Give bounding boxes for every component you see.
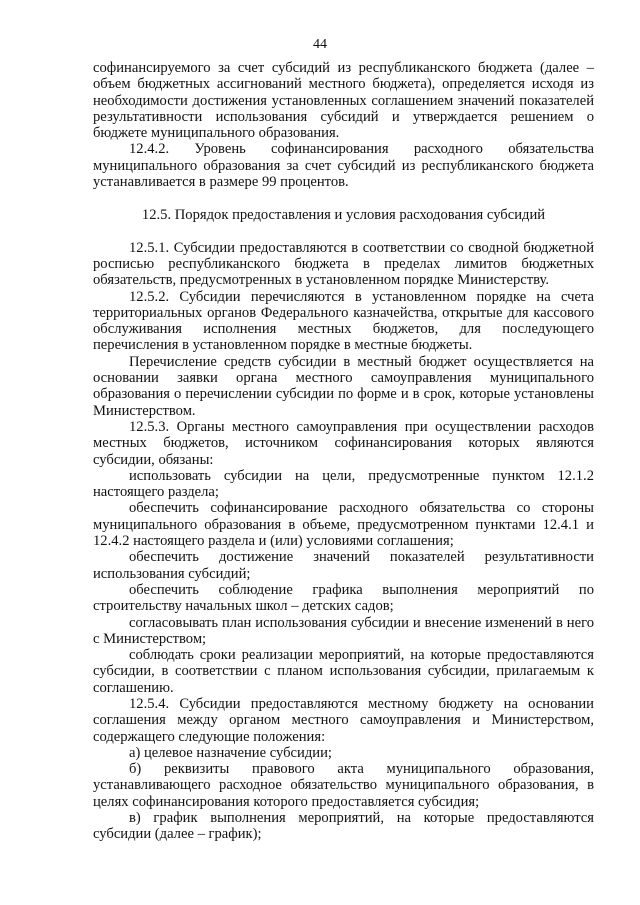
list-item-use-subsidies: использовать субсидии на цели, предусмотренные пунктом 12.1.2 настоящего раздела; <box>93 467 594 501</box>
paragraph-12-5-1: 12.5.1. Субсидии предоставляются в соответствии со сводной бюджетной росписью республиканского бюджета в пределах лимитов бюджетных обязательств, предусмотренных в установленном порядке Министерству. <box>93 239 594 289</box>
list-item-deadlines: соблюдать сроки реализации мероприятий, на которые предоставляются субсидии, в соответствии с планом использования субсидии, прилагаемым к соглашению. <box>93 647 594 696</box>
section-heading-12-5: 12.5. Порядок предоставления и условия расходования субсидий <box>141 207 546 224</box>
list-item-a: а) целевое назначение субсидии; <box>129 744 332 761</box>
document-body <box>93 60 594 843</box>
list-item-v: в) график выполнения мероприятий, на которые предоставляются субсидии (далее – график); <box>93 810 594 843</box>
paragraph-12-5-4: 12.5.4. Субсидии предоставляются местному бюджету на основании соглашения между органом местного самоуправления и Министерством, содержащего следующие положения: <box>93 695 594 745</box>
paragraph-12-5-2: 12.5.2. Субсидии перечисляются в установленном порядке на счета территориальных органов Федерального казначейства, открытые для кассового обслуживания исполнения местных бюджетов, для последующего перечисления в установленном порядке в местные бюджеты. <box>93 288 594 354</box>
list-item-cofinancing: обеспечить софинансирование расходного обязательства со стороны муниципального образования в объеме, предусмотренном пунктами 12.4.1 и 12.4.2 настоящего раздела и (или) условиями соглашения; <box>93 500 594 550</box>
paragraph-12-5-3: 12.5.3. Органы местного самоуправления при осуществлении расходов местных бюджетов, источником софинансирования которых являются субсидии, обязаны: <box>93 418 594 468</box>
list-item-b: б) реквизиты правового акта муниципального образования, устанавливающего расходное обязательство муниципального образования, в целях софинансирования которого предоставляется субсидия; <box>93 761 594 810</box>
list-item-plan-approval: согласовывать план использования субсидии и внесение изменений в него с Министерством; <box>93 614 594 647</box>
list-item-schedule: обеспечить соблюдение графика выполнения мероприятий по строительству начальных школ – детских садов; <box>93 581 594 615</box>
page-number: 44 <box>313 37 327 52</box>
paragraph-continuation: софинансируемого за счет субсидий из республиканского бюджета (далее – объем бюджетных ассигнований местного бюджета), определяется исходя из необходимости достижения установленных соглашением значений показателей результативности использования субсидий и утверждается решением о бюджете муниципального образования. <box>93 60 594 142</box>
paragraph-12-4-2: 12.4.2. Уровень софинансирования расходного обязательства муниципального образования за счет субсидий из республиканского бюджета устанавливается в размере 99 процентов. <box>93 141 594 191</box>
list-item-performance: обеспечить достижение значений показателей результативности использования субсидий; <box>93 549 594 582</box>
paragraph-transfer: Перечисление средств субсидии в местный бюджет осуществляется на основании заявки органа местного самоуправления муниципального образования о перечислении субсидии по форме и в срок, которые установлены Министерством. <box>93 353 594 419</box>
